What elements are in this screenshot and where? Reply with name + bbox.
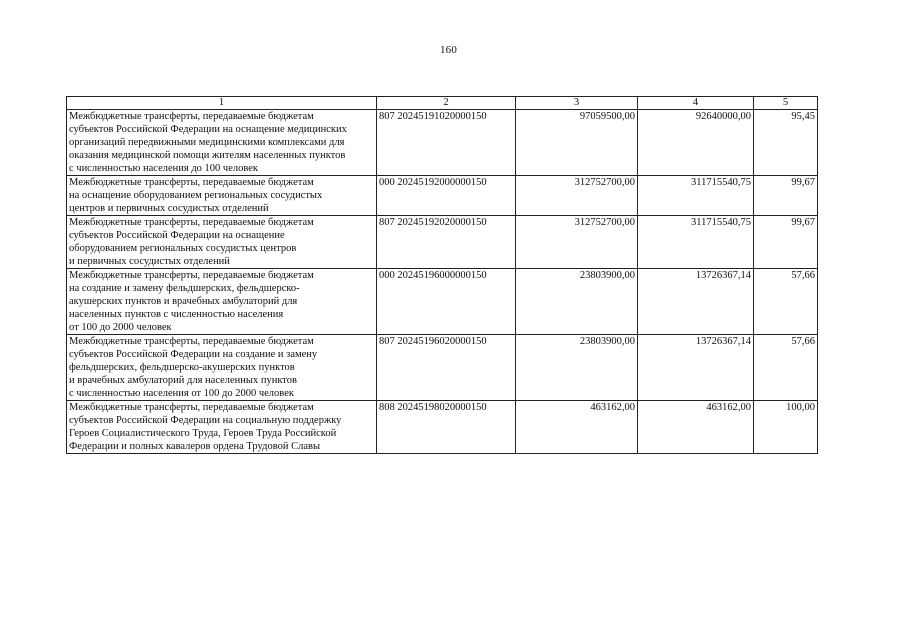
description-cell — [67, 401, 377, 454]
description-line: на создание и замену фельдшерских, фельдшерско- — [69, 283, 300, 294]
description-line: и врачебных амбулаторий для населенных пунктов — [69, 375, 297, 386]
budget-table — [66, 96, 818, 454]
description-cell — [67, 176, 377, 216]
executed-amount-cell: 13726367,14 — [638, 335, 754, 401]
budget-code-cell: 000 20245196000000150 — [377, 269, 516, 335]
description-line: от 100 до 2000 человек — [69, 322, 172, 333]
description-line: и первичных сосудистых отделений — [69, 256, 230, 267]
table-row — [67, 269, 818, 335]
description-line: Межбюджетные трансферты, передаваемые бюджетам — [69, 336, 314, 347]
description-cell — [67, 335, 377, 401]
column-header-5: 5 — [754, 97, 818, 110]
percent-cell: 99,67 — [754, 216, 818, 269]
planned-amount-cell: 97059500,00 — [516, 110, 638, 176]
table-header — [67, 97, 818, 110]
budget-code-cell: 000 20245192000000150 — [377, 176, 516, 216]
budget-code-cell: 807 20245196020000150 — [377, 335, 516, 401]
column-header-2: 2 — [377, 97, 516, 110]
description-line: центров и первичных сосудистых отделений — [69, 203, 269, 214]
description-line: фельдшерских, фельдшерско-акушерских пунктов — [69, 362, 295, 373]
description-line: Межбюджетные трансферты, передаваемые бюджетам — [69, 177, 314, 188]
description-line: Межбюджетные трансферты, передаваемые бюджетам — [69, 402, 314, 413]
description-line: Межбюджетные трансферты, передаваемые бюджетам — [69, 217, 314, 228]
description-line: субъектов Российской Федерации на оснащение медицинских — [69, 124, 347, 135]
table-row — [67, 335, 818, 401]
description-line: субъектов Российской Федерации на социальную поддержку — [69, 415, 342, 426]
description-cell — [67, 216, 377, 269]
budget-code-cell: 808 20245198020000150 — [377, 401, 516, 454]
budget-code-cell: 807 20245192020000150 — [377, 216, 516, 269]
table-row — [67, 176, 818, 216]
header-row — [67, 97, 818, 110]
description-line: на оснащение оборудованием региональных сосудистых — [69, 190, 323, 201]
description-line: оборудованием региональных сосудистых центров — [69, 243, 297, 254]
planned-amount-cell: 312752700,00 — [516, 176, 638, 216]
table-body — [67, 110, 818, 454]
description-line: акушерских пунктов и врачебных амбулаторий для — [69, 296, 298, 307]
percent-cell: 57,66 — [754, 269, 818, 335]
planned-amount-cell: 463162,00 — [516, 401, 638, 454]
description-cell — [67, 269, 377, 335]
description-line: населенных пунктов с численностью населения — [69, 309, 284, 320]
executed-amount-cell: 13726367,14 — [638, 269, 754, 335]
description-line: с численностью населения до 100 человек — [69, 163, 259, 174]
description-line: Героев Социалистического Труда, Героев Труда Российской — [69, 428, 337, 439]
description-line: с численностью населения от 100 до 2000 человек — [69, 388, 294, 399]
description-line: Федерации и полных кавалеров ордена Трудовой Славы — [69, 441, 321, 452]
description-line: субъектов Российской Федерации на оснащение — [69, 230, 285, 241]
description-line: организаций передвижными медицинскими комплексами для — [69, 137, 345, 148]
table-row — [67, 216, 818, 269]
description-cell — [67, 110, 377, 176]
executed-amount-cell: 311715540,75 — [638, 216, 754, 269]
table-row — [67, 401, 818, 454]
table-row — [67, 110, 818, 176]
planned-amount-cell: 312752700,00 — [516, 216, 638, 269]
percent-cell: 95,45 — [754, 110, 818, 176]
planned-amount-cell: 23803900,00 — [516, 269, 638, 335]
budget-code-cell: 807 20245191020000150 — [377, 110, 516, 176]
percent-cell: 57,66 — [754, 335, 818, 401]
description-line: субъектов Российской Федерации на создание и замену — [69, 349, 318, 360]
description-line: Межбюджетные трансферты, передаваемые бюджетам — [69, 111, 314, 122]
page-number: 160 — [439, 44, 458, 56]
column-header-3: 3 — [516, 97, 638, 110]
description-line: Межбюджетные трансферты, передаваемые бюджетам — [69, 270, 314, 281]
column-header-4: 4 — [638, 97, 754, 110]
percent-cell: 100,00 — [754, 401, 818, 454]
planned-amount-cell: 23803900,00 — [516, 335, 638, 401]
executed-amount-cell: 92640000,00 — [638, 110, 754, 176]
executed-amount-cell: 311715540,75 — [638, 176, 754, 216]
description-line: оказания медицинской помощи жителям населенных пунктов — [69, 150, 346, 161]
executed-amount-cell: 463162,00 — [638, 401, 754, 454]
column-header-1: 1 — [67, 97, 377, 110]
percent-cell: 99,67 — [754, 176, 818, 216]
